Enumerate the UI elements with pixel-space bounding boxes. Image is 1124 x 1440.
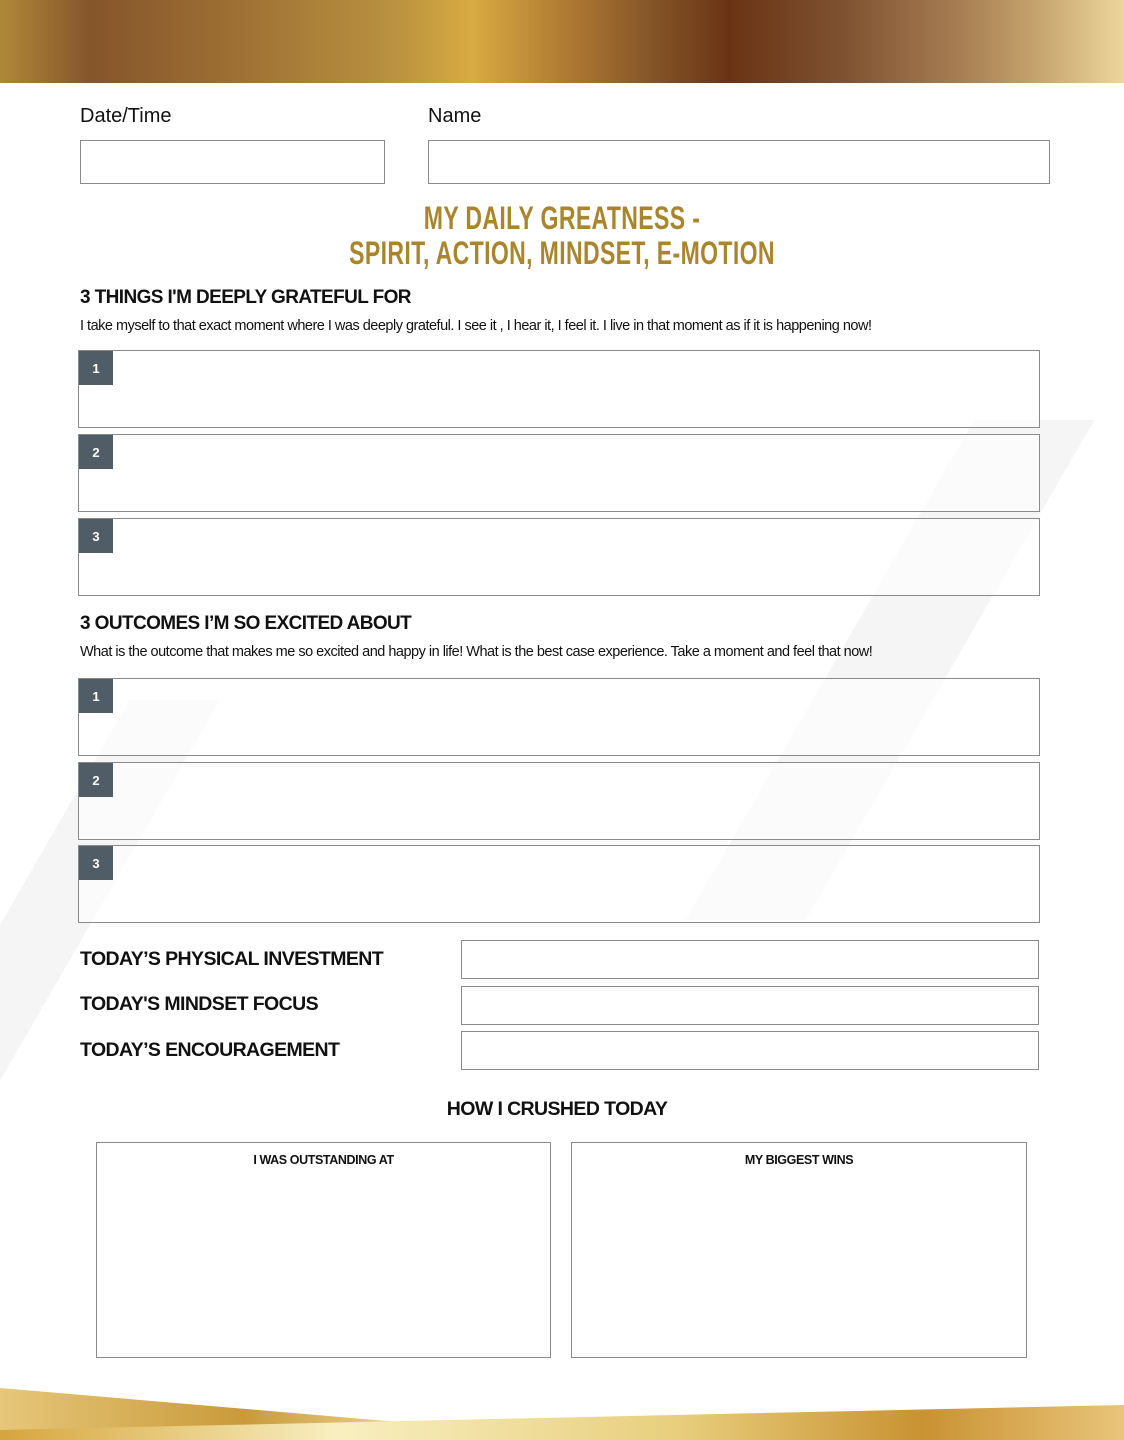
date-time-label: Date/Time bbox=[80, 105, 172, 127]
outcomes-heading: 3 OUTCOMES I’M SO EXCITED ABOUT bbox=[80, 613, 412, 634]
gratitude-field-2[interactable] bbox=[78, 434, 1040, 512]
mindset-focus-field[interactable] bbox=[461, 986, 1039, 1025]
outcome-field-1[interactable] bbox=[78, 678, 1040, 756]
physical-investment-field[interactable] bbox=[461, 940, 1039, 979]
outcome-field-2[interactable] bbox=[78, 762, 1040, 840]
outstanding-at-field[interactable] bbox=[96, 1142, 551, 1358]
gratitude-field-3[interactable] bbox=[78, 518, 1040, 596]
biggest-wins-label: MY BIGGEST WINS bbox=[744, 1153, 854, 1167]
gratitude-heading: 3 THINGS I'M DEEPLY GRATEFUL FOR bbox=[80, 287, 411, 308]
bottom-gold-band bbox=[0, 1360, 1124, 1440]
encouragement-label: TODAY’S ENCOURAGEMENT bbox=[80, 1039, 340, 1061]
date-time-field[interactable] bbox=[80, 140, 385, 184]
number-badge: 2 bbox=[79, 763, 113, 797]
gratitude-field-1[interactable] bbox=[78, 350, 1040, 428]
number-badge: 1 bbox=[79, 679, 113, 713]
page-title-line1: MY DAILY GREATNESS - bbox=[423, 200, 701, 236]
crushed-heading: HOW I CRUSHED TODAY bbox=[446, 1098, 668, 1120]
mindset-focus-label: TODAY'S MINDSET FOCUS bbox=[80, 993, 318, 1015]
biggest-wins-field[interactable] bbox=[571, 1142, 1027, 1358]
outstanding-at-label: I WAS OUTSTANDING AT bbox=[253, 1153, 394, 1167]
number-badge: 3 bbox=[79, 846, 113, 880]
name-label: Name bbox=[428, 105, 482, 127]
encouragement-field[interactable] bbox=[461, 1031, 1039, 1070]
number-badge: 1 bbox=[79, 351, 113, 385]
physical-investment-label: TODAY’S PHYSICAL INVESTMENT bbox=[80, 948, 384, 970]
number-badge: 2 bbox=[79, 435, 113, 469]
outcome-field-3[interactable] bbox=[78, 845, 1040, 923]
gratitude-description: I take myself to that exact moment where I was deeply grateful. I see it , I hear it, I feel it. I live in that moment as if it is happening now! bbox=[80, 318, 872, 334]
outcomes-description: What is the outcome that makes me so excited and happy in life! What is the best case experience. Take a moment and feel that now! bbox=[80, 644, 873, 660]
name-field[interactable] bbox=[428, 140, 1050, 184]
page-title-line2: SPIRIT, ACTION, MINDSET, E-MOTION bbox=[349, 235, 775, 271]
top-gold-band bbox=[0, 0, 1124, 83]
number-badge: 3 bbox=[79, 519, 113, 553]
